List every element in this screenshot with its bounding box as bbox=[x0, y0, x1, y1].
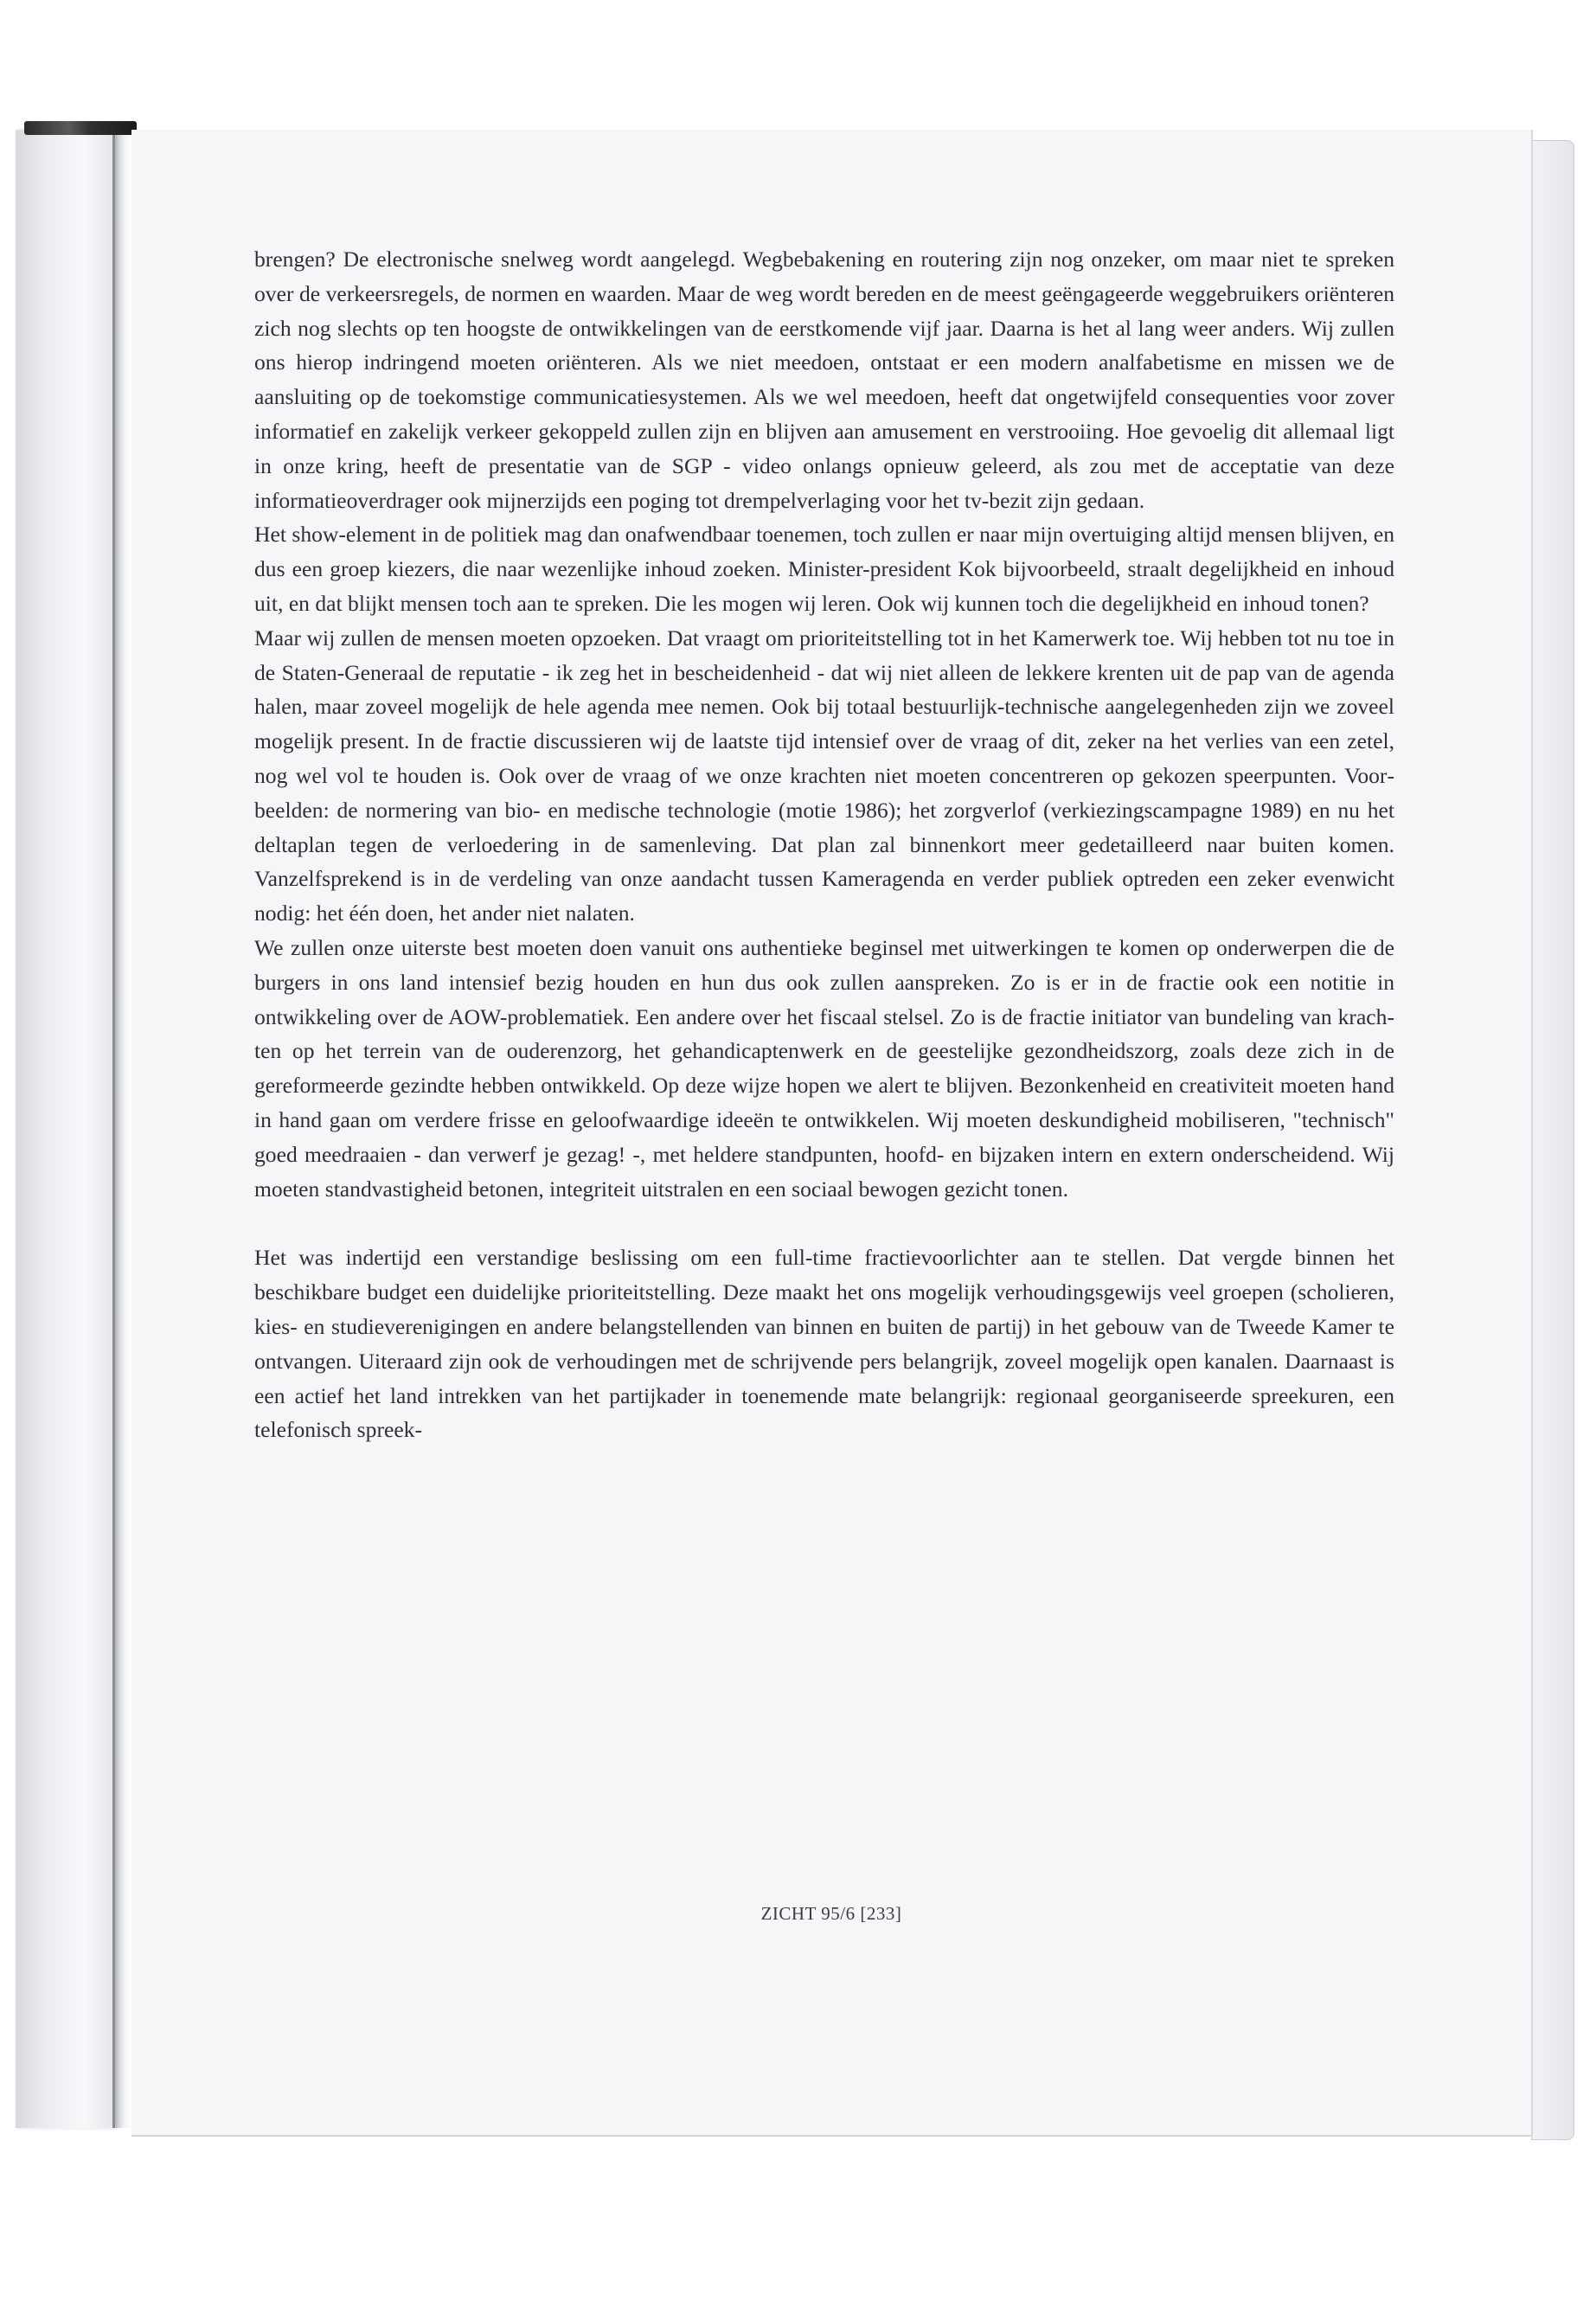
page bbox=[131, 130, 1533, 2137]
paragraph: Het was indertijd een verstandige beslissing om een full-time fractievoorlichter aan te stellen. Dat vergde binnen het beschikbare budget een duidelijke prioriteitstelling. Deze maakt het ons mogelijk verhoudingsgewijs veel groepen (scholieren, kies- en studieverenigingen en andere belangstellenden van binnen en buiten de partij) in het gebouw van de Tweede Kamer te ontvangen. Uiteraard zijn ook de verhoudingen met de schrijvende pers belangrijk, zoveel mogelijk open kanalen. Daarnaast is een actief het land intrekken van het partijkader in toenemende mate belangrijk: regionaal georganiseerde spreekuren, een telefonisch spreek- bbox=[254, 1245, 1394, 1443]
paragraph: Maar wij zullen de mensen moeten opzoeken. Dat vraagt om prioriteitstelling tot in het Kamerwerk toe. Wij hebben tot nu toe in de Staten-Generaal de reputatie - ik zeg het in bescheidenheid - dat wij niet alleen de lekkere krenten uit de pap van de agenda halen, maar zoveel mogelijk de hele agenda mee nemen. Ook bij totaal bestuurlijk-technische aangelegenheden zijn we zoveel mogelijk present. In de fractie discussieren wij de laatste tijd intensief over de vraag of dit, zeker na het verlies van een zetel, nog wel vol te houden is. Ook over de vraag of we onze krachten niet moeten concentreren op gekozen speerpunten. Voorbeelden: de normering van bio- en medische technologie (motie 1986); het zorgverlof (verkiezingscampagne 1989) en nu het deltaplan tegen de verloedering in de samenleving. Dat plan zal binnenkort meer gedetailleerd naar buiten komen. Vanzelfsprekend is in de verdeling van onze aandacht tussen Kameragenda en verder publiek optreden een zeker evenwicht nodig: het één doen, het ander niet nalaten. bbox=[254, 625, 1394, 926]
paragraph: We zullen onze uiterste best moeten doen vanuit ons authentieke beginsel met uitwerkingen te komen op onderwerpen die de burgers in ons land intensief bezig houden en hun dus ook zullen aanspreken. Zo is er in de fractie ook een notitie in ontwikkeling over de AOW-problematiek. Een andere over het fiscaal stelsel. Zo is de fractie initiator van bundeling van krachten op het terrein van de ouderenzorg, het gehandicaptenwerk en de geestelijke gezondheidszorg, zoals deze zich in de gereformeerde gezindte hebben ontwikkeld. Op deze wijze hopen we alert te blijven. Bezonkenheid en creativiteit moeten hand in hand gaan om verdere frisse en geloofwaardige ideeën te ontwikkelen. Wij moeten deskundigheid mobiliseren, "technisch" goed meedraaien - dan verwerf je gezag! -, met heldere standpunten, hoofd- en bijzaken intern en extern onderscheidend. Wij moeten standvastigheid betonen, integriteit uitstralen en een sociaal bewogen gezicht tonen. bbox=[254, 934, 1394, 1202]
body-text bbox=[254, 242, 1394, 1447]
binding-clip bbox=[24, 121, 137, 135]
paragraph: Het show-element in de politiek mag dan onafwendbaar toenemen, toch zullen er naar mijn overtuiging altijd mensen blijven, en dus een groep kiezers, die naar wezenlijke inhoud zoeken. Minister-president Kok bijvoorbeeld, straalt degelijkheid en inhoud uit, en dat blijkt mensen toch aan te spreken. Die les mogen wij leren. Ook wij kunnen toch die degelijkheid en inhoud tonen? bbox=[254, 522, 1394, 616]
spine-shadow bbox=[112, 130, 133, 2128]
paragraph: brengen? De electronische snelweg wordt aangelegd. Wegbebakening en routering zijn nog onzeker, om maar niet te spreken over de verkeersregels, de normen en waarden. Maar de weg wordt bereden en de meest geëngageerde weggebruikers oriënteren zich nog slechts op ten hoogste de ontwikkelingen van de eerstkomende vijf jaar. Daarna is het al lang weer anders. Wij zullen ons hierop indringend moeten oriënteren. Als we niet meedoen, ontstaat er een modern analfabetisme en missen we de aansluiting op de toekomstige communicatiesystemen. Als we wel meedoen, heeft dat ongetwijfeld consequenties voor zover informatief en zakelijk verkeer gekoppeld zullen zijn en blijven aan amusement en verstrooiing. Hoe gevoelig dit allemaal ligt in onze kring, heeft de presentatie van de SGP - video onlangs opnieuw geleerd, als zou met de acceptatie van deze informatieoverdrager ook mijnerzijds een poging tot drempelverlaging voor het tv-bezit zijn gedaan. bbox=[254, 247, 1394, 513]
binder-spine bbox=[16, 130, 115, 2128]
page-footer: ZICHT 95/6 [233] bbox=[760, 1903, 902, 1924]
back-sheet-edge bbox=[1531, 140, 1574, 2140]
